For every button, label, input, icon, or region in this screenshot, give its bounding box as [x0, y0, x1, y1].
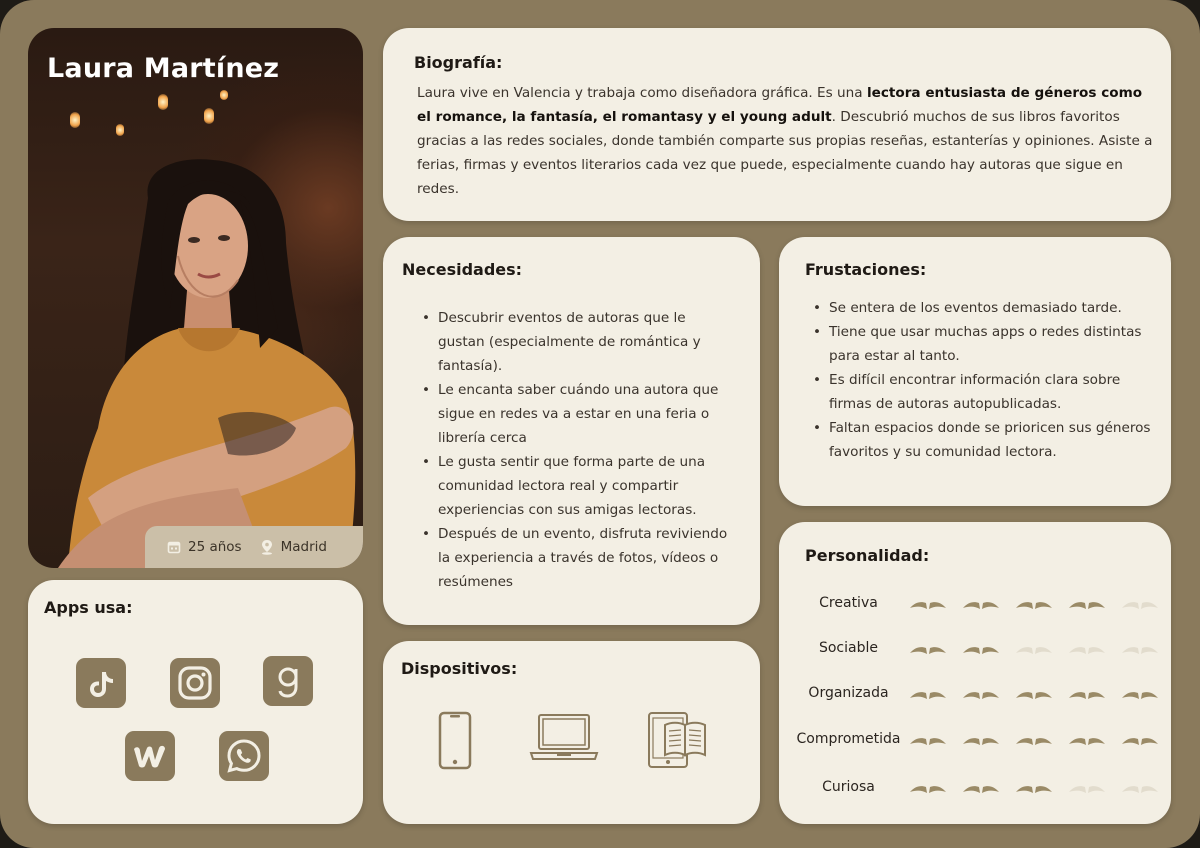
personality-row	[779, 777, 1171, 801]
book-rating-filled-icon	[1015, 781, 1053, 795]
personality-row	[779, 729, 1171, 753]
frustrations-title: Frustaciones:	[805, 260, 927, 279]
persona-name: Laura Martínez	[47, 53, 280, 84]
book-rating-empty-icon	[1068, 642, 1106, 656]
book-rating-empty-icon	[1121, 781, 1159, 795]
book-rating-filled-icon	[962, 781, 1000, 795]
book-rating-filled-icon	[962, 597, 1000, 611]
apps-card	[28, 580, 363, 824]
needs-item: • Le encanta saber cuándo una autora que sigue en redes va a estar en una feria o librería cerca	[416, 378, 736, 450]
needs-card	[383, 237, 760, 625]
smartphone-icon	[436, 711, 476, 771]
frustrations-list	[807, 296, 1157, 464]
book-rating-filled-icon	[962, 687, 1000, 701]
persona-portrait	[28, 28, 363, 568]
book-rating-filled-icon	[1068, 733, 1106, 747]
personality-label: Sociable	[818, 640, 878, 656]
personality-row	[779, 638, 1171, 662]
personality-row	[779, 593, 1171, 617]
laptop-icon	[529, 711, 599, 767]
personality-title: Personalidad:	[805, 546, 930, 565]
biography-text-part3: . Descubrió muchos de sus libros favoritos gracias a las redes sociales, donde también comparte sus propias reseñas, estanterías y opiniones. Asiste a ferias, firmas y eventos literarios cada vez que puede, especialmente cuando hay autoras que sigue en redes.	[417, 109, 1153, 197]
book-rating-empty-icon	[1121, 642, 1159, 656]
book-rating-filled-icon	[1121, 687, 1159, 701]
book-rating-empty-icon	[1121, 597, 1159, 611]
personality-card	[779, 522, 1171, 824]
persona-photo-card	[28, 28, 363, 568]
personality-label: Creativa	[819, 595, 878, 611]
book-rating-filled-icon	[909, 781, 947, 795]
apps-title: Apps usa:	[44, 598, 133, 617]
book-rating-filled-icon	[909, 642, 947, 656]
book-rating-filled-icon	[1015, 597, 1053, 611]
book-rating-filled-icon	[962, 733, 1000, 747]
devices-title: Dispositivos:	[401, 659, 518, 678]
book-rating-filled-icon	[909, 733, 947, 747]
book-rating-empty-icon	[1015, 642, 1053, 656]
book-rating-filled-icon	[962, 642, 1000, 656]
needs-list	[416, 306, 736, 594]
book-rating-filled-icon	[909, 687, 947, 701]
calendar-icon	[167, 540, 181, 554]
book-rating-filled-icon	[1015, 687, 1053, 701]
book-rating-filled-icon	[1121, 733, 1159, 747]
book-rating-empty-icon	[1068, 781, 1106, 795]
goodreads-icon	[263, 656, 313, 706]
frustrations-item: • Tiene que usar muchas apps o redes distintas para estar al tanto.	[807, 320, 1157, 368]
biography-card	[383, 28, 1171, 221]
biography-text	[417, 81, 1153, 201]
instagram-icon	[170, 658, 220, 708]
needs-item: • Después de un evento, disfruta reviviendo la experiencia a través de fotos, vídeos o resúmenes	[416, 522, 736, 594]
needs-item: • Descubrir eventos de autoras que le gustan (especialmente de romántica y fantasía).	[416, 306, 736, 378]
frustrations-card	[779, 237, 1171, 506]
personality-traits	[779, 522, 1171, 824]
personality-label: Organizada	[808, 685, 889, 701]
persona-info-bar	[145, 526, 363, 568]
personality-row	[779, 683, 1171, 707]
age-text: 25 años	[188, 539, 242, 555]
city-text: Madrid	[280, 539, 327, 555]
age-tag	[167, 539, 242, 555]
book-rating-filled-icon	[1015, 733, 1053, 747]
frustrations-item: • Es difícil encontrar información clara sobre firmas de autoras autopublicadas.	[807, 368, 1157, 416]
frustrations-item: • Se entera de los eventos demasiado tarde.	[807, 296, 1157, 320]
personality-label: Curiosa	[822, 779, 875, 795]
book-rating-filled-icon	[1068, 597, 1106, 611]
biography-title: Biografía:	[414, 53, 503, 72]
biography-text-bold: lectora entusiasta de géneros como el romance, la fantasía, el romantasy y el young adult	[417, 85, 1143, 125]
ereader-icon	[645, 711, 709, 769]
wattpad-icon	[125, 731, 175, 781]
book-rating-filled-icon	[1068, 687, 1106, 701]
whatsapp-icon	[219, 731, 269, 781]
frustrations-item: • Faltan espacios donde se prioricen sus géneros favoritos y su comunidad lectora.	[807, 416, 1157, 464]
tiktok-icon	[76, 658, 126, 708]
biography-text-part1: Laura vive en Valencia y trabaja como diseñadora gráfica. Es una	[417, 85, 867, 101]
devices-card	[383, 641, 760, 824]
personality-label: Comprometida	[796, 731, 901, 747]
needs-item: • Le gusta sentir que forma parte de una comunidad lectora real y compartir experiencias con sus amigas lectoras.	[416, 450, 736, 522]
book-rating-filled-icon	[909, 597, 947, 611]
needs-title: Necesidades:	[402, 260, 523, 279]
location-pin-icon	[260, 539, 274, 555]
location-tag	[260, 539, 327, 555]
